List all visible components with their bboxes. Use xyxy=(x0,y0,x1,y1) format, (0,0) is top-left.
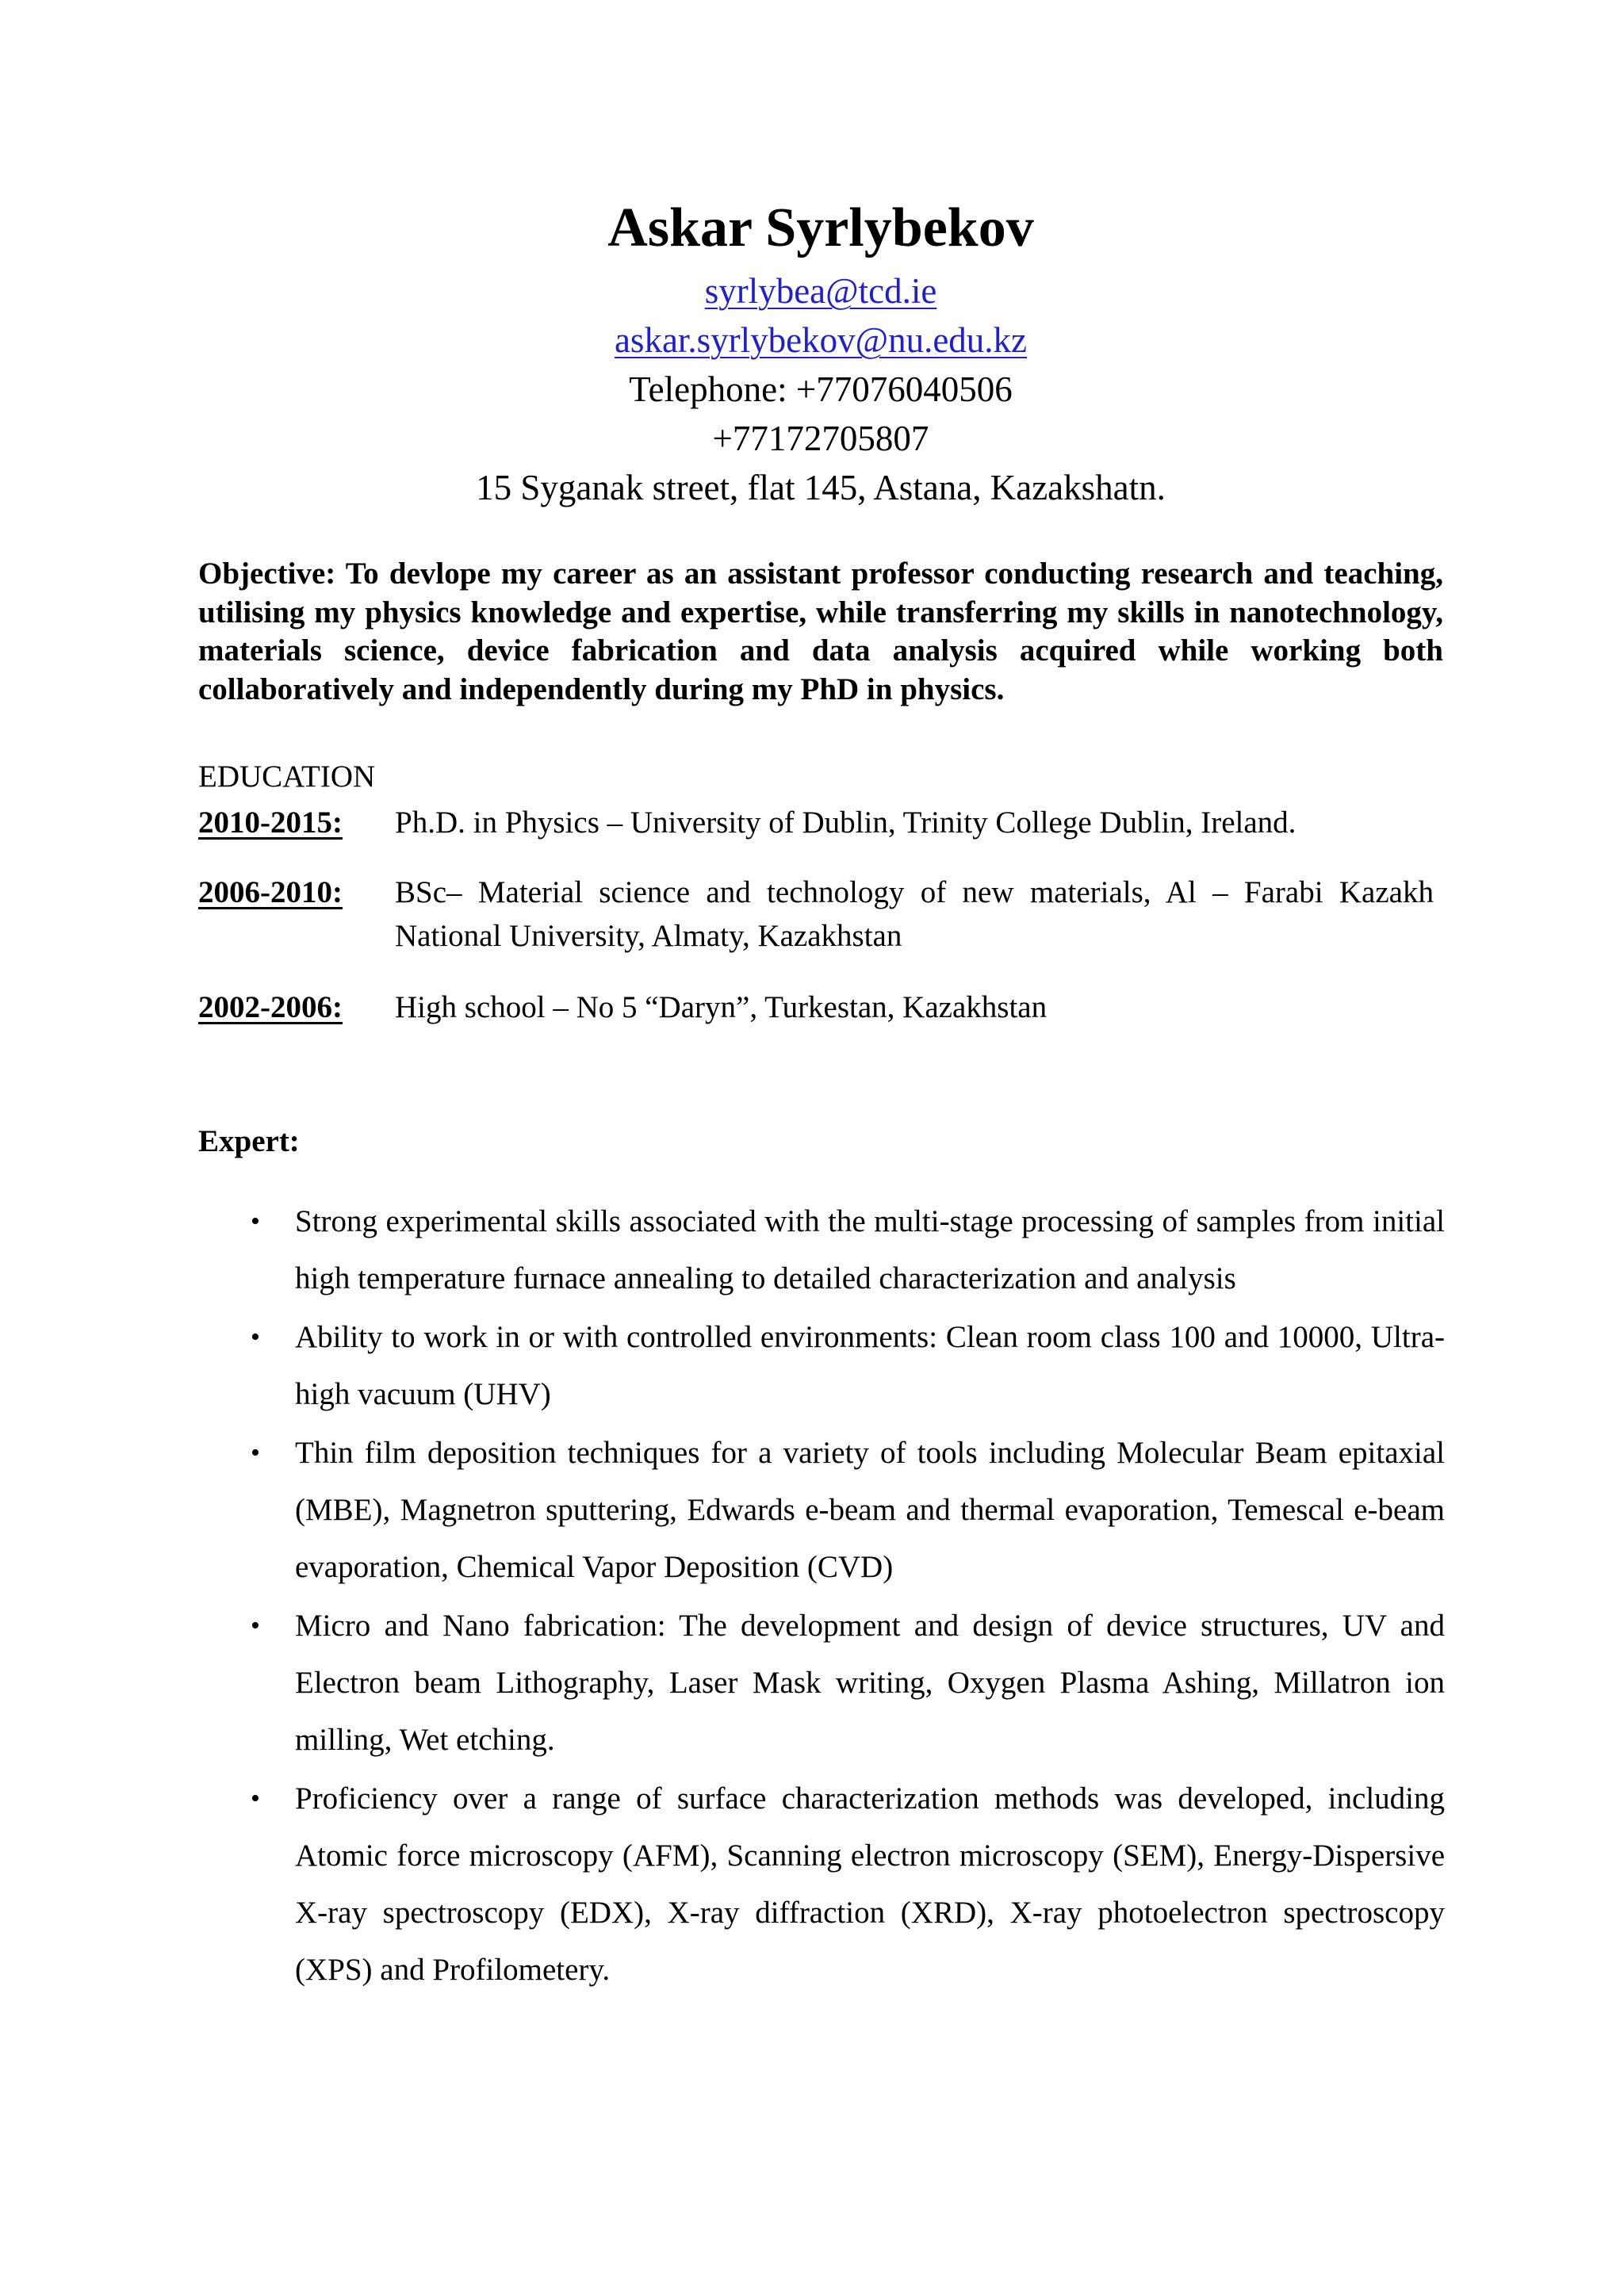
education-years: 2010-2015: xyxy=(198,806,343,840)
expert-list xyxy=(198,1193,1443,2000)
expert-list-item xyxy=(198,1770,1445,1999)
education-years: 2006-2010: xyxy=(198,875,343,909)
expert-list-item xyxy=(198,1598,1445,1769)
email-line-1 xyxy=(198,266,1443,316)
expert-list-item xyxy=(198,1193,1445,1307)
education-description: BSc– Material science and technology of new materials, Al – Farabi Kazakh National University, Almaty, Kazakhstan xyxy=(395,875,1434,953)
address: 15 Syganak street, flat 145, Astana, Kazakshatn. xyxy=(476,468,1166,507)
bullet-icon: • xyxy=(251,1207,260,1236)
expert-list-item xyxy=(198,1425,1445,1596)
cv-header xyxy=(198,190,1443,512)
bullet-icon: • xyxy=(251,1611,260,1640)
email-link-secondary[interactable]: askar.syrlybekov@nu.edu.kz xyxy=(614,320,1028,360)
telephone-primary: Telephone: +77076040506 xyxy=(629,369,1013,409)
bullet-icon: • xyxy=(251,1438,260,1468)
expert-heading: Expert: xyxy=(198,1124,300,1158)
telephone-secondary: +77172705807 xyxy=(712,419,929,458)
education-description: High school – No 5 “Daryn”, Turkestan, Kazakhstan xyxy=(395,990,1048,1024)
objective-statement: Objective: To devlope my career as an assistant professor conducting research and teaching, utilising my physics knowledge and expertise, while transferring my skills in nanotechnology, materials science, device fabrication and data analysis acquired while working both collaboratively and independently during my PhD in physics. xyxy=(198,557,1443,706)
expert-list-item xyxy=(198,1309,1445,1423)
email-line-2 xyxy=(198,316,1443,365)
education-years: 2002-2006: xyxy=(198,990,343,1024)
bullet-icon: • xyxy=(251,1784,260,1813)
expert-item-text: Proficiency over a range of surface characterization methods was developed, including Atomic force microscopy (AFM), Scanning electron microscopy (SEM), Energy-Dispersive X-ray spectroscopy (EDX), X-ray diffraction (XRD), X-ray photoelectron spectroscopy (XPS) and Profilometery. xyxy=(295,1781,1445,1987)
person-name: Askar Syrlybekov xyxy=(607,197,1034,258)
bullet-icon: • xyxy=(251,1322,260,1352)
expert-item-text: Strong experimental skills associated with the multi-stage processing of samples from initial high temperature furnace annealing to detailed characterization and analysis xyxy=(295,1204,1445,1295)
expert-item-text: Thin film deposition techniques for a variety of tools including Molecular Beam epitaxial (MBE), Magnetron sputtering, Edwards e-beam and thermal evaporation, Temescal e-beam evaporation, Chemical Vapor Deposition (CVD) xyxy=(295,1436,1445,1584)
expert-item-text: Micro and Nano fabrication: The development and design of device structures, UV and Electron beam Lithography, Laser Mask writing, Oxygen Plasma Ashing, Millatron ion milling, Wet etching. xyxy=(295,1609,1445,1757)
email-link-primary[interactable]: syrlybea@tcd.ie xyxy=(704,271,937,311)
education-description: Ph.D. in Physics – University of Dublin, Trinity College Dublin, Ireland. xyxy=(395,806,1297,840)
education-heading: EDUCATION xyxy=(198,760,376,794)
expert-item-text: Ability to work in or with controlled environments: Clean room class 100 and 10000, Ultra-high vacuum (UHV) xyxy=(295,1320,1445,1411)
